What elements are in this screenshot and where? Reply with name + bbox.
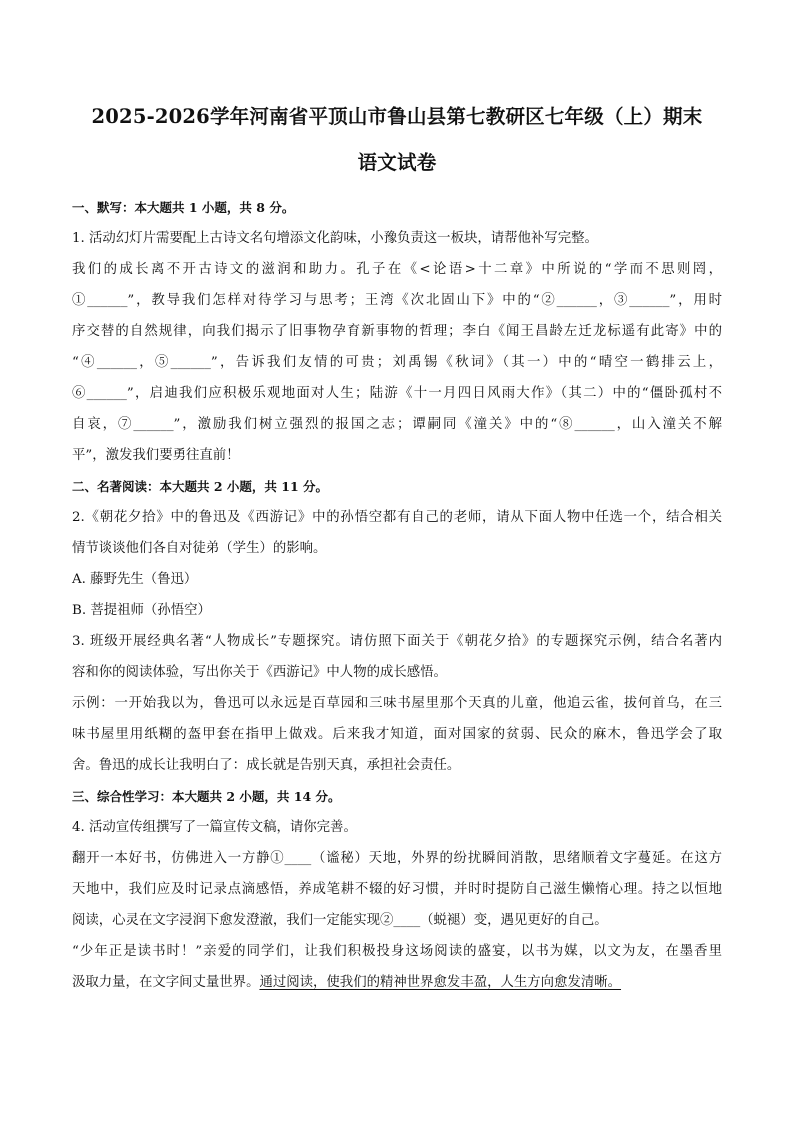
- q4-line: “少年正是读书时！”亲爱的同学们，让我们积极投身这场阅读的盛宴，以书为媒，以文为友，在墨香里: [72, 944, 722, 959]
- q2-line: 2.《朝花夕拾》中的鲁迅及《西游记》中的孙悟空都有自己的老师，请从下面人物中任选一个，结合相关: [72, 510, 722, 525]
- q1-line: 自哀，⑦______”，激励我们树立强烈的报国之志；谭嗣同《潼关》中的“⑧______，山入潼关不解: [72, 417, 722, 432]
- q3-line: 容和你的阅读体验，写出你关于《西游记》中人物的成长感悟。: [72, 665, 447, 680]
- q1-line: ①______”，教导我们怎样对待学习与思考；王湾《次北固山下》中的“②______，③______”，用时: [72, 293, 722, 308]
- section-heading-3: [72, 781, 722, 812]
- exam-subtitle: 语文试卷: [357, 151, 437, 174]
- section-heading-1: [72, 192, 722, 223]
- q2-line: 情节谈谈他们各自对徒弟（学生）的影响。: [72, 541, 327, 556]
- q1-line: “④______，⑤______”，告诉我们友情的可贵；刘禹锡《秋词》（其一）中的“晴空一鹤排云上，: [72, 355, 722, 370]
- q4-line: 阅读，心灵在文字浸润下愈发澄澈，我们一定能实现②____（蜕褪）变，遇见更好的自己。: [72, 913, 608, 928]
- q4-line: 天地中，我们应及时记录点滴感悟，养成笔耕不辍的好习惯，并时时提防自己滋生懒惰心理。持之以恒地: [72, 882, 722, 897]
- q1-line: 序交替的自然规律，向我们揭示了旧事物孕育新事物的哲理；李白《闻王昌龄左迁龙标遥有此寄》中的: [72, 324, 722, 339]
- section-desc: 本大题共 2 小题，共 11 分。: [159, 479, 329, 494]
- q1-line: 1. 活动幻灯片需要配上古诗文名句增添文化韵味，小豫负责这一板块，请帮他补写完整。: [72, 231, 598, 246]
- section-desc: 本大题共 2 小题，共 14 分。: [172, 789, 341, 804]
- q1-line: 平”，激发我们要勇往直前！: [72, 448, 240, 463]
- q4-last-line: [72, 967, 722, 998]
- section-name: 三、综合性学习：: [72, 789, 173, 804]
- exam-page: [72, 94, 722, 998]
- q3-example-line: 示例：一开始我以为，鲁迅可以永远是百草园和三味书屋里那个天真的儿童，他追云雀，拔何首乌，在三: [72, 696, 722, 711]
- q3-line: 3. 班级开展经典名著“人物成长”专题探究。请仿照下面关于《朝花夕拾》的专题探究示例，结合名著内: [72, 634, 722, 649]
- q1-line: 我们的成长离不开古诗文的滋润和助力。孔子在《<论语>十二章》中所说的“学而不思则罔，: [72, 262, 722, 277]
- q4-line: 翻开一本好书，仿佛进入一方静①____（谧秘）天地，外界的纷扰瞬间消散，思绪顺着文字蔓延。在这方: [72, 851, 722, 866]
- section-heading-2: [72, 471, 722, 502]
- q1-line: ⑥______”，启迪我们应积极乐观地面对人生；陆游《十一月四日风雨大作》（其二）中的“僵卧孤村不: [72, 386, 722, 401]
- exam-title: 2025-2026学年河南省平顶山市鲁山县第七教研区七年级（上）期末: [91, 105, 703, 128]
- q3-example-line: 味书屋里用纸糊的盔甲套在指甲上做戏。后来我才知道，面对国家的贫弱、民众的麻木，鲁迅学会了取: [72, 727, 722, 742]
- q3-example-line: 舍。鲁迅的成长让我明白了：成长就是告别天真，承担社会责任。: [72, 758, 461, 773]
- section-desc: 本大题共 1 小题，共 8 分。: [134, 200, 295, 215]
- q2-option-a: A. 藤野先生（鲁迅）: [72, 572, 198, 587]
- section-name: 二、名著阅读：: [72, 479, 160, 494]
- q4-underlined-sentence: 通过阅读，使我们的精神世界愈发丰盈，人生方向愈发清晰。: [259, 975, 622, 990]
- section-name: 一、默写：: [72, 200, 135, 215]
- q2-option-b: B. 菩提祖师（孙悟空）: [72, 603, 211, 618]
- q4-last-text: 汲取力量，在文字间丈量世界。: [72, 975, 260, 990]
- q4-line: 4. 活动宣传组撰写了一篇宣传文稿，请你完善。: [72, 820, 357, 835]
